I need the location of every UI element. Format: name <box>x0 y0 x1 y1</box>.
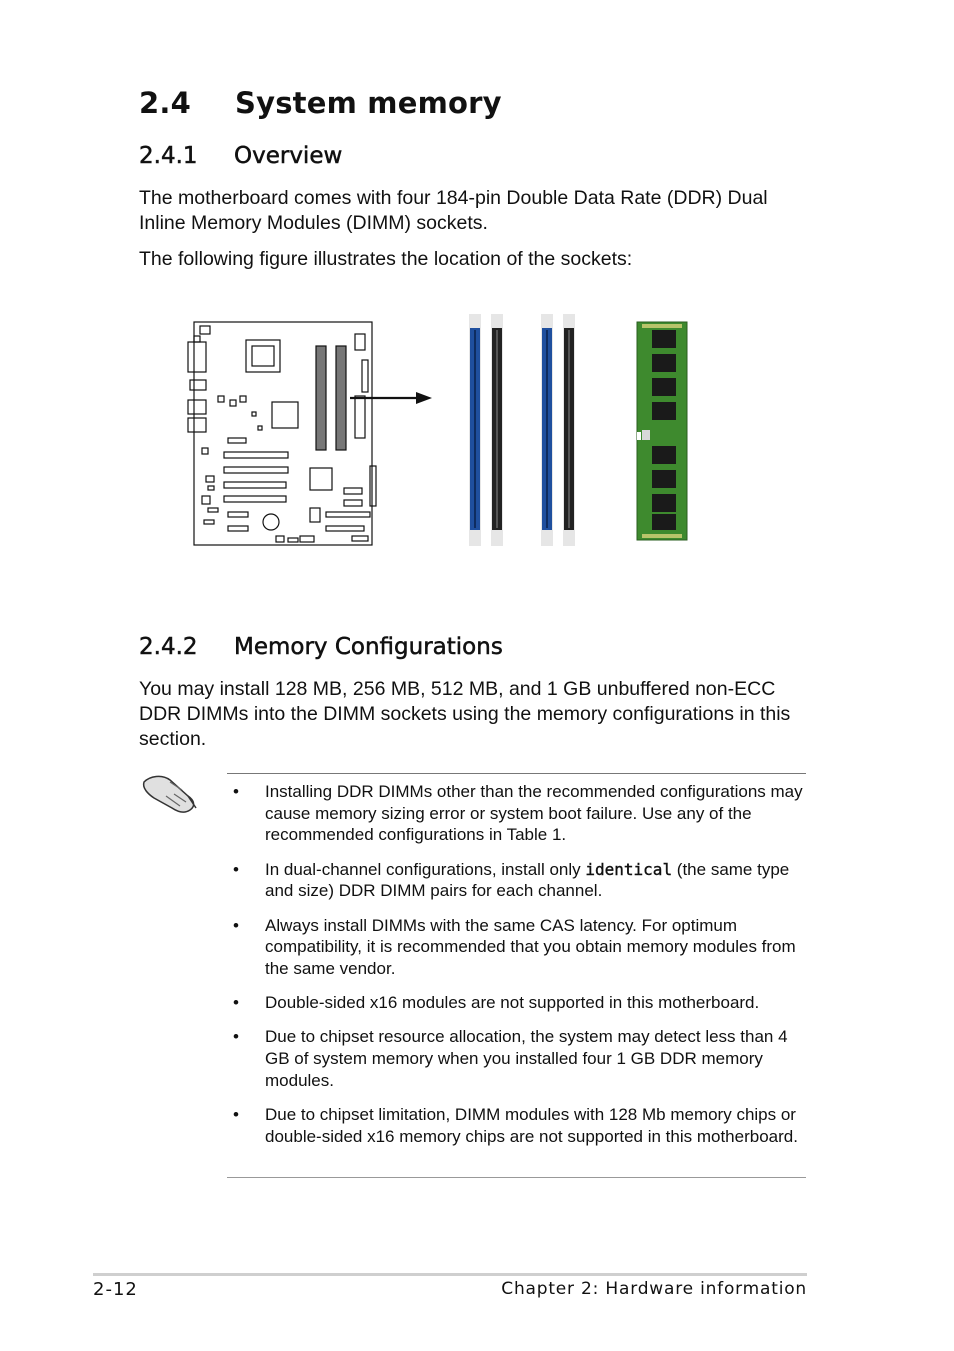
pointing-hand-icon <box>140 770 200 818</box>
note-item <box>227 1104 806 1147</box>
bullet: • <box>233 915 239 935</box>
overview-paragraph-2: The following figure illustrates the location of the sockets: <box>139 248 633 270</box>
overview-heading <box>139 143 342 169</box>
bullet: • <box>233 993 239 1013</box>
motherboard-layout-diagram <box>188 322 376 545</box>
memory-config-paragraph: You may install 128 MB, 256 MB, 512 MB, and 1 GB unbuffered non-ECC DDR DIMMs into the DIMM sockets using the memory configurations in this section. <box>139 678 791 750</box>
bullet: • <box>233 1027 239 1047</box>
dimm-socket-location-figure <box>180 300 720 560</box>
note-list <box>227 781 806 1160</box>
note-emphasis: identical <box>585 859 673 879</box>
footer-divider <box>93 1273 807 1276</box>
dimm-socket-b1 <box>541 314 553 546</box>
overview-paragraph-1: The motherboard comes with four 184-pin Double Data Rate (DDR) Dual Inline Memory Modules (DIMM) sockets. <box>139 187 768 234</box>
bullet: • <box>233 859 239 879</box>
note-item <box>227 859 806 902</box>
note-text: Installing DDR DIMMs other than the recommended configurations may cause memory sizing error or system boot failure. Use any of the recommended configurations in Table 1. <box>265 782 803 845</box>
dimm-socket-a1 <box>469 314 481 546</box>
overview-number: 2.4.1 <box>139 143 198 169</box>
note-box <box>227 773 806 1178</box>
ddr-dimm-module <box>637 322 687 540</box>
note-text: Due to chipset limitation, DIMM modules with 128 Mb memory chips or double-sided x16 memory chips are not supported in this motherboard. <box>265 1104 798 1146</box>
note-text: Double-sided x16 modules are not supported in this motherboard. <box>265 993 760 1013</box>
page-number: 2-12 <box>93 1279 138 1300</box>
memory-config-heading <box>139 634 503 660</box>
memory-config-number: 2.4.2 <box>139 634 198 660</box>
section-heading <box>139 86 502 120</box>
note-item <box>227 992 806 1014</box>
overview-title: Overview <box>234 143 343 169</box>
section-title: System memory <box>235 86 502 120</box>
note-text-after: (the same type and size) DDR DIMM pairs for each channel. <box>265 859 790 901</box>
bullet: • <box>233 782 239 801</box>
pointer-arrow-head <box>416 392 432 404</box>
dimm-sockets-enlarged <box>469 314 575 546</box>
section-number: 2.4 <box>139 86 191 120</box>
dimm-socket-a2 <box>491 314 503 546</box>
dimm-socket-b2 <box>563 314 575 546</box>
note-text: Always install DIMMs with the same CAS latency. For optimum compatibility, it is recommended that you obtain memory modules from the same vendor. <box>265 915 796 978</box>
memory-config-title: Memory Configurations <box>234 634 503 660</box>
chapter-title: Chapter 2: Hardware information <box>501 1279 807 1299</box>
note-item <box>227 781 806 846</box>
note-text-before: In dual-channel configurations, install only <box>265 859 586 879</box>
note-item <box>227 1026 806 1091</box>
note-item <box>227 915 806 980</box>
note-text <box>265 860 789 901</box>
bullet: • <box>233 1104 239 1124</box>
note-text: Due to chipset resource allocation, the system may detect less than 4 GB of system memory when you installed four 1 GB DDR memory modules. <box>265 1027 788 1090</box>
